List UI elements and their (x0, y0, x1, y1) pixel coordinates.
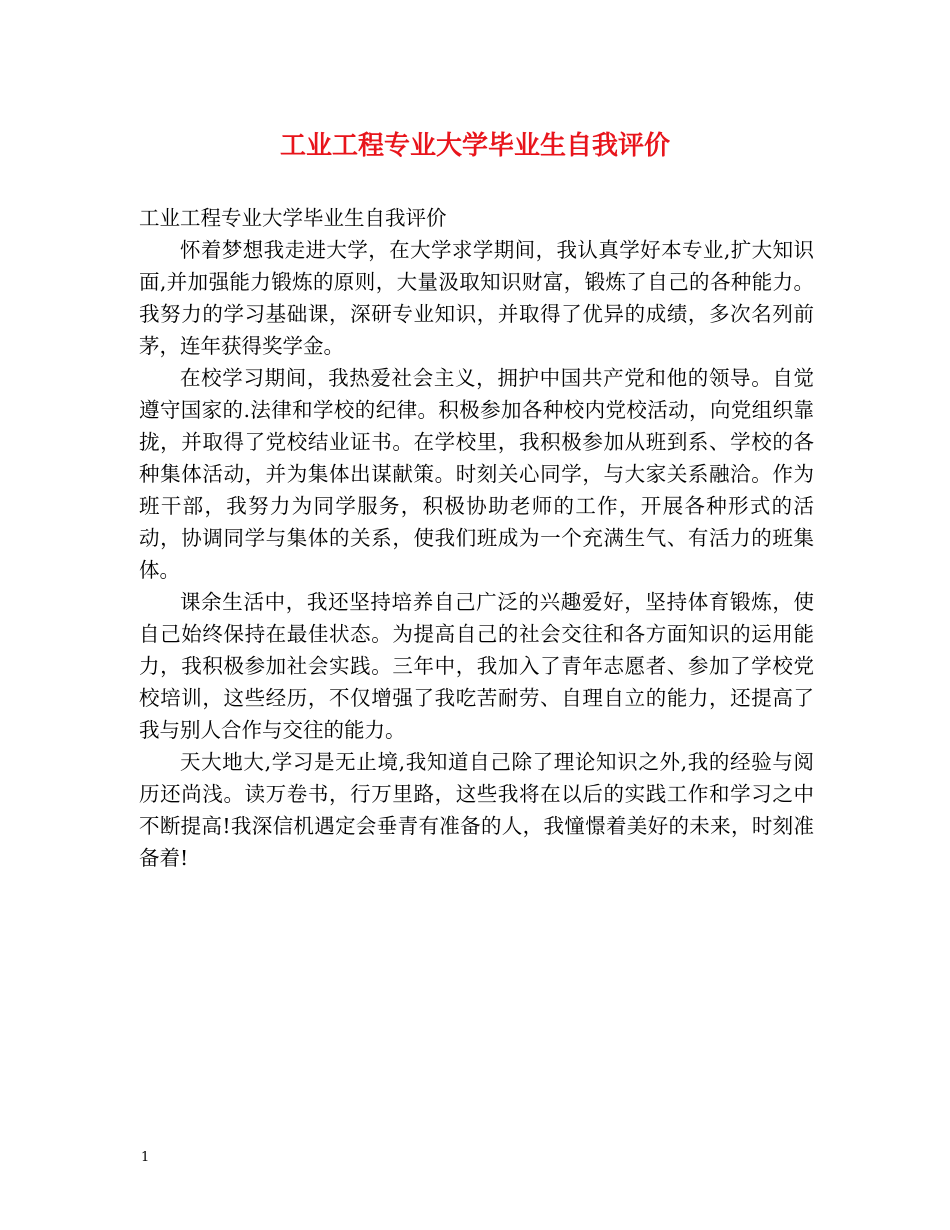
paragraph-3: 课余生活中，我还坚持培养自己广泛的兴趣爱好，坚持体育锻炼，使自己始终保持在最佳状态。为提高自己的社会交往和各方面知识的运用能力，我积极参加社会实践。三年中，我加入了青年志愿者、参加了学校党校培训，这些经历，不仅增强了我吃苦耐劳、自理自立的能力，还提高了我与别人合作与交往的能力。 (139, 590, 814, 742)
document-title: 工业工程专业大学毕业生自我评价 (279, 131, 670, 161)
paragraph-2: 在校学习期间，我热爱社会主义，拥护中国共产党和他的领导。自觉遵守国家的.法律和学校的纪律。积极参加各种校内党校活动，向党组织靠拢，并取得了党校结业证书。在学校里，我积极参加从班到系、学校的各种集体活动，并为集体出谋献策。时刻关心同学，与大家关系融洽。作为班干部，我努力为同学服务，积极协助老师的工作，开展各种形式的活动，协调同学与集体的关系，使我们班成为一个充满生气、有活力的班集体。 (139, 366, 814, 582)
document-body (139, 202, 814, 874)
document-subtitle: 工业工程专业大学毕业生自我评价 (139, 206, 447, 230)
paragraph-1: 怀着梦想我走进大学，在大学求学期间，我认真学好本专业,扩大知识面,并加强能力锻炼的原则，大量汲取知识财富，锻炼了自己的各种能力。我努力的学习基础课，深研专业知识，并取得了优异的成绩，多次名列前茅，连年获得奖学金。 (139, 238, 814, 358)
paragraph-4: 天大地大,学习是无止境,我知道自己除了理论知识之外,我的经验与阅历还尚浅。读万卷书，行万里路，这些我将在以后的实践工作和学习之中不断提高!我深信机遇定会垂青有准备的人，我憧憬着美好的未来，时刻准备着! (139, 750, 814, 870)
page-number: 1 (141, 1150, 150, 1165)
